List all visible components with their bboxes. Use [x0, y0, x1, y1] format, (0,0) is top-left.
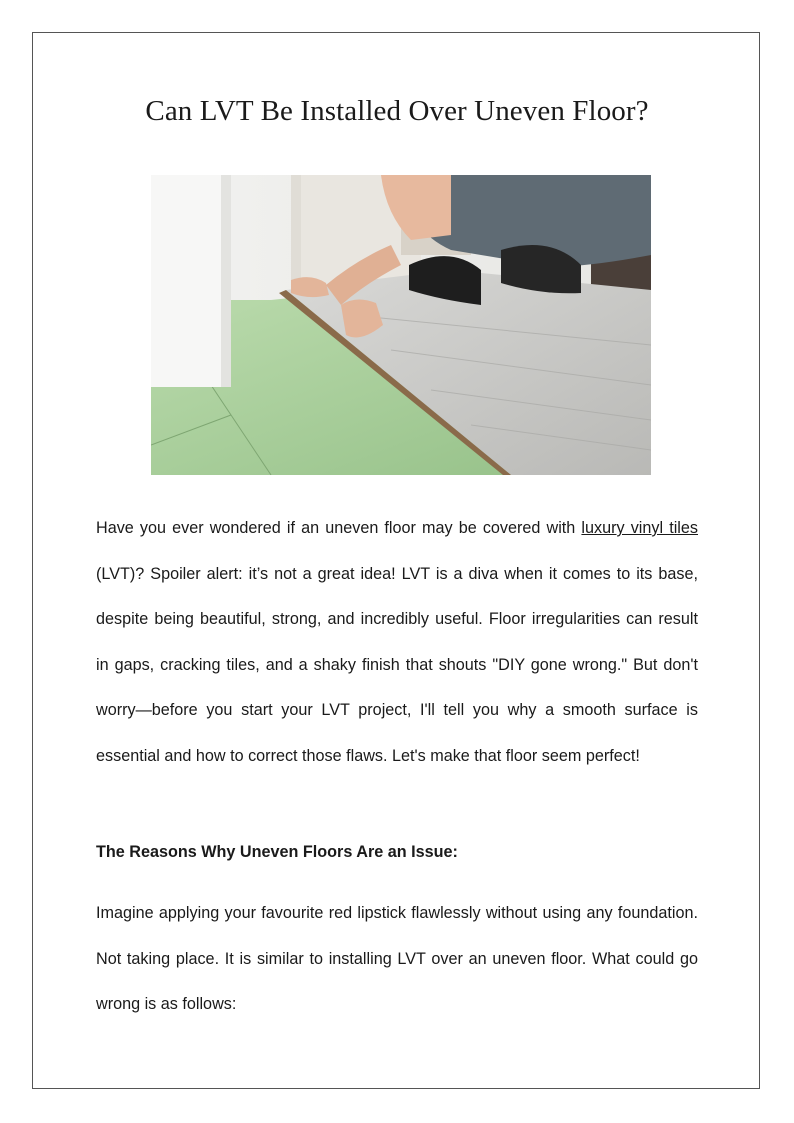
intro-text-after-link: (LVT)? Spoiler alert: it’s not a great idea! LVT is a diva when it comes to its base, despite being beautiful, strong, and incredibly useful. Floor irregularities can result in gaps, cracking tiles, and a shaky finish that shouts "DIY gone wrong." But don't worry—before you start your LVT project, I'll tell you why a smooth surface is essential and how to correct those flaws. Let's make that floor seem perfect! [96, 564, 698, 765]
luxury-vinyl-tiles-link[interactable]: luxury vinyl tiles [581, 519, 698, 537]
hero-photo-lvt-installation [151, 175, 651, 475]
intro-text-before-link: Have you ever wondered if an uneven floor may be covered with [96, 519, 582, 537]
intro-paragraph [96, 506, 698, 780]
section-heading: The Reasons Why Uneven Floors Are an Issue: [96, 843, 458, 861]
section-paragraph: Imagine applying your favourite red lipstick flawlessly without using any foundation. Not taking place. It is similar to installing LVT over an uneven floor. What could go wrong is as follows: [96, 904, 698, 1014]
page-title: Can LVT Be Installed Over Uneven Floor? [145, 95, 649, 127]
